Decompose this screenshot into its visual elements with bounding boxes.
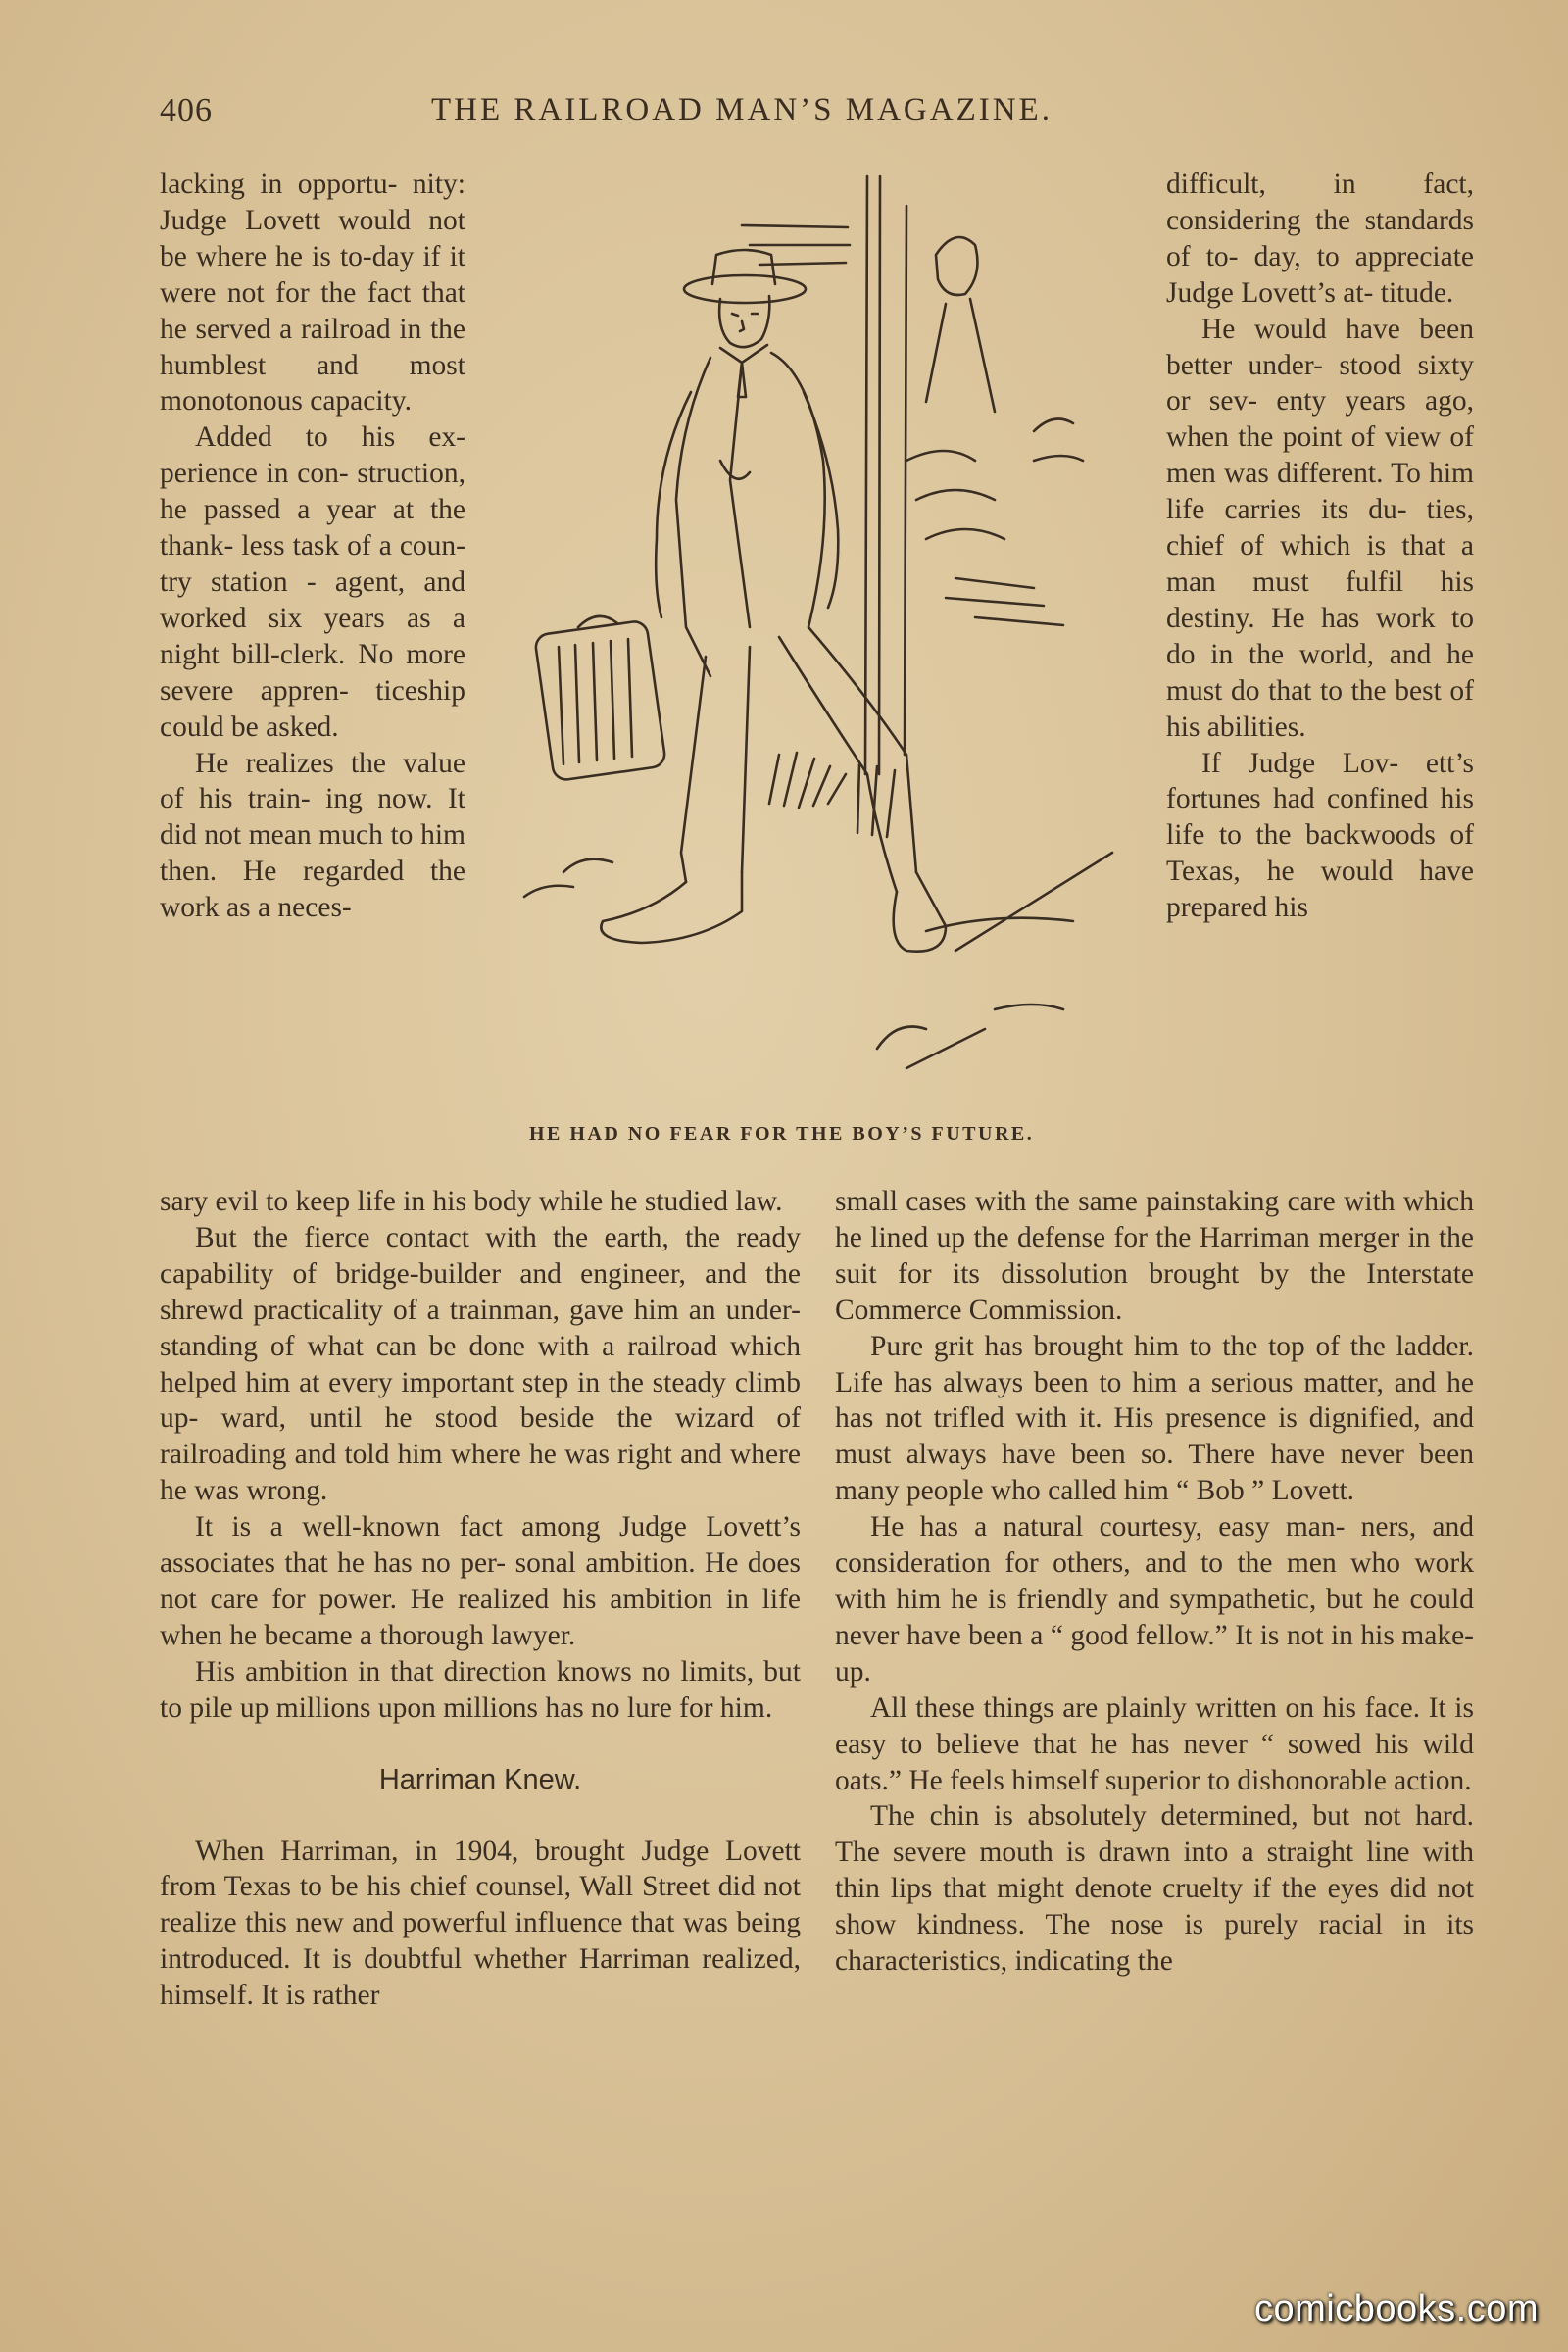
paragraph: He has a natural courtesy, easy man- ners, and consideration for others, and to the men who work with him he is friendly and sympathetic, but he could never have been a “ good fellow.” It is not in his make-up.	[835, 1511, 1474, 1688]
paragraph: difficult, in fact, considering the standards of to- day, to appreciate Judge Lovett’s at- titude.	[1166, 169, 1474, 309]
paragraph: But the fierce contact with the earth, the ready capability of bridge-builder and engineer, and the shrewd practicality of a trainman, gave him an under- standing of what can be done with a railroad which helped him at every important step in the steady climb up- ward, until he stood beside the wizard of railroading and told him where he was right and where he was wrong.	[160, 1221, 801, 1507]
illustration-caption: HE HAD NO FEAR FOR THE BOY’S FUTURE.	[529, 1123, 1035, 1145]
paragraph: Added to his ex- perience in con- struction, he passed a year at the thank- less task of a coun- try station - agent, and worked six years as a night bill-clerk. No more severe appren- ticeship could be asked.	[160, 421, 466, 743]
running-head: THE RAILROAD MAN’S MAGAZINE.	[431, 92, 1053, 127]
watermark[interactable]: comicbooks.com	[1254, 2288, 1539, 2329]
paragraph: His ambition in that direction knows no limits, but to pile up millions upon millions has no lure for him.	[160, 1655, 801, 1724]
paragraph: The chin is absolutely determined, but not hard. The severe mouth is drawn into a straight line with thin lips that might denote cruelty if the eyes did not show kindness. The nose is purely racial in its characteristics, indicating the	[835, 1800, 1474, 1978]
paragraph: Pure grit has brought him to the top of the ladder. Life has always been to him a serious matter, and he has not trifled with it. His presence is dignified, and must always have been so. There have never been many people who called him “ Bob ” Lovett.	[835, 1330, 1474, 1507]
paragraph: If Judge Lov- ett’s fortunes had confined his life to the backwoods of Texas, he would have prepared his	[1166, 747, 1474, 924]
paragraph: It is a well-known fact among Judge Lovett’s associates that he has no per- sonal ambition. He does not care for power. He realized his ambition in life when he became a thorough lawyer.	[160, 1511, 801, 1651]
paragraph: small cases with the same painstaking care with which he lined up the defense for the Harriman merger in the suit for its dissolution brought by the Interstate Commerce Commission.	[835, 1186, 1474, 1326]
left-top-column	[160, 167, 466, 926]
paragraph: When Harriman, in 1904, brought Judge Lovett from Texas to be his chief counsel, Wall Street did not realize this new and powerful influence that was being introduced. It is doubtful whether Harriman realized, himself. It is rather	[160, 1835, 801, 2012]
paragraph: He realizes the value of his train- ing now. It did not mean much to him then. He regarded the work as a neces-	[160, 747, 466, 924]
right-top-column	[1166, 167, 1474, 926]
paragraph: All these things are plainly written on his face. It is easy to believe that he has never “ sowed his wild oats.” He feels himself superior to dishonorable action.	[835, 1691, 1474, 1796]
section-heading: Harriman Knew.	[378, 1763, 582, 1795]
page-number: 406	[160, 92, 213, 128]
walking-man-illustration	[485, 167, 1152, 1088]
paragraph: sary evil to keep life in his body while he studied law.	[160, 1186, 783, 1217]
right-bottom-column	[835, 1184, 1474, 1980]
left-bottom-column	[160, 1184, 801, 2014]
paragraph: He would have been better under- stood sixty or sev- enty years ago, when the point of view of men was different. To him life carries its du- ties, chief of which is that a man must fulfil his destiny. He has work to do in the world, and he must do that to the best of his abilities.	[1166, 313, 1474, 743]
paragraph: lacking in opportu- nity: Judge Lovett would not be where he is to-day if it were not for the fact that he served a railroad in the humblest and most monotonous capacity.	[160, 169, 466, 417]
